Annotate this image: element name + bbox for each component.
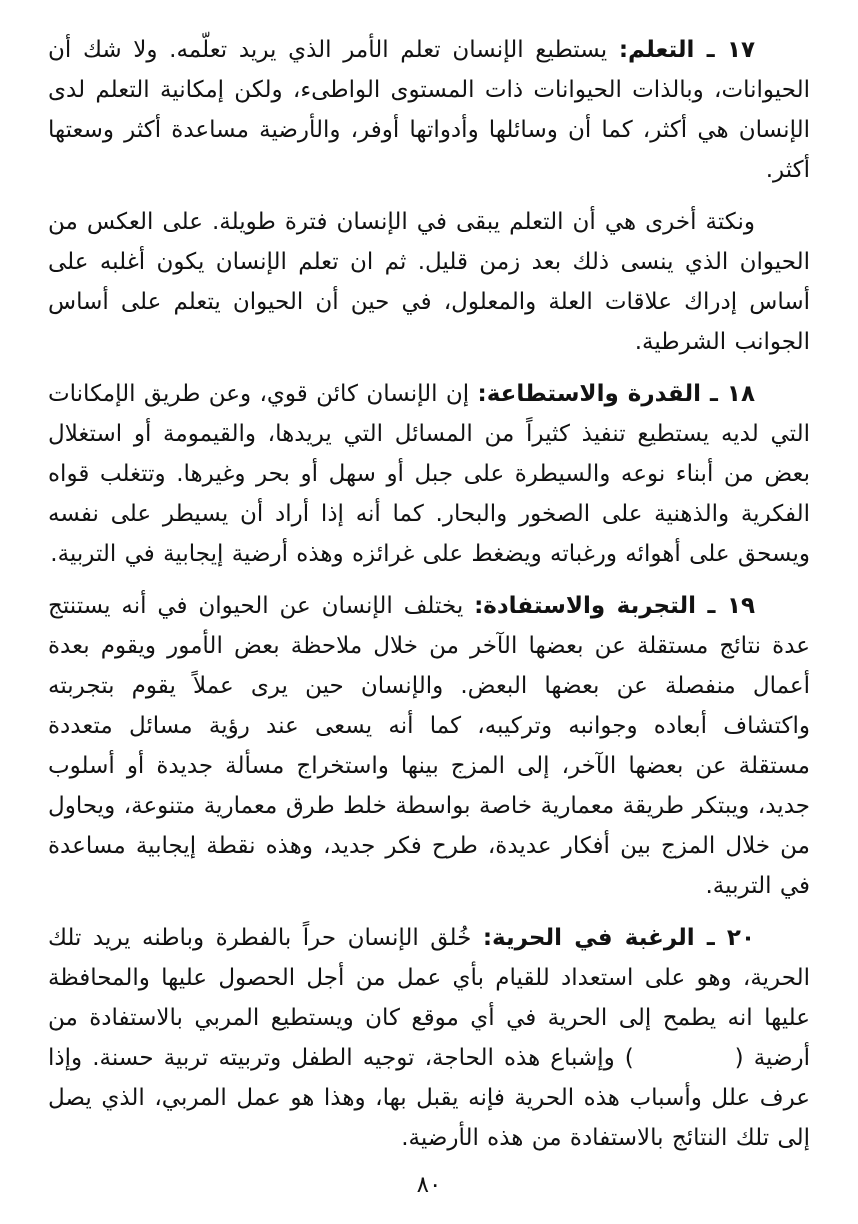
section-18-paragraph: [48, 374, 810, 574]
section-19-heading: ١٩ ـ التجربة والاستفادة:: [474, 593, 756, 619]
section-17-text: يستطيع الإنسان تعلم الأمر الذي يريد تعلّمه. ولا شك أن الحيوانات، وبالذات الحيوانات ذات المستوى الواطىء، ولكن إمكانية التعلم لدى الإنسان هي أكثر، كما أن وسائلها وأدواتها أوفر، والأرضية مساعدة أكثر وسعتها أكثر.: [48, 37, 810, 183]
section-20-paragraph: [48, 918, 810, 1158]
section-19-paragraph: [48, 586, 810, 906]
section-18-text: إن الإنسان كائن قوي، وعن طريق الإمكانات التي لديه يستطيع تنفيذ كثيراً من المسائل التي يريدها، والقيمومة أو استغلال بعض من أبناء نوعه والسيطرة على جبل أو سهل أو بحر وغيرها. وتتغلب قواه الفكرية والذهنية على الصخور والبحار. كما أنه إذا أراد أن يسيطر على نفسه ويسحق على أهوائه ورغباته ويضغط على غرائزه وهذه أرضية إيجابية في التربية.: [48, 381, 810, 567]
section-17-note-paragraph: [48, 202, 810, 362]
section-19-text: يختلف الإنسان عن الحيوان في أنه يستنتج عدة نتائج مستقلة عن بعضها الآخر من خلال ملاحظة بعض الأمور ويقوم بعدة أعمال منفصلة عن بعضها البعض. والإنسان حين يرى عملاً يقوم بتجربته واكتشاف أبعاده وجوانبه وتركيبه، كما أنه يسعى عند رؤية مسائل متعددة مستقلة عن بعضها الآخر، إلى المزج بينها واستخراج مسألة جديدة أو أسلوب جديد، ويبتكر طريقة معمارية خاصة بواسطة خلط طرق معمارية متنوعة، ويحاول من خلال المزج بين أفكار عديدة، طرح فكر جديد، وهذه نقطة إيجابية مساعدة في التربية.: [48, 593, 810, 899]
section-20-heading: ٢٠ ـ الرغبة في الحرية:: [482, 925, 755, 951]
section-17-heading: ١٧ ـ التعلم:: [618, 37, 756, 63]
section-17-paragraph: [48, 30, 810, 190]
section-18-heading: ١٨ ـ القدرة والاستطاعة:: [477, 381, 755, 407]
page-body: [48, 30, 810, 1170]
page-number: ٨٠: [416, 1172, 442, 1198]
section-17-note-text: ونكتة أخرى هي أن التعلم يبقى في الإنسان فترة طويلة. على العكس من الحيوان الذي ينسى ذلك بعد زمن قليل. ثم ان تعلم الإنسان يكون أغلبه على أساس إدراك علاقات العلة والمعلول، في حين أن الحيوان يتعلم على أساس الجوانب الشرطية.: [48, 209, 810, 355]
section-20-text: خُلق الإنسان حراً بالفطرة وباطنه يريد تلك الحرية، وهو على استعداد للقيام بأي عمل من أجل الحصول عليها والمحافظة عليها انه يطمح إلى الحرية في أي موقع كان ويستطيع المربي بالاستفادة من أرضية ( ) وإشباع هذه الحاجة، توجيه الطفل وتربيته تربية حسنة. وإذا عرف علل وأسباب هذه الحرية فإنه يقبل بها، وهذا هو عمل المربي، الذي يصل إلى تلك النتائج بالاستفادة من هذه الأرضية.: [48, 925, 810, 1151]
